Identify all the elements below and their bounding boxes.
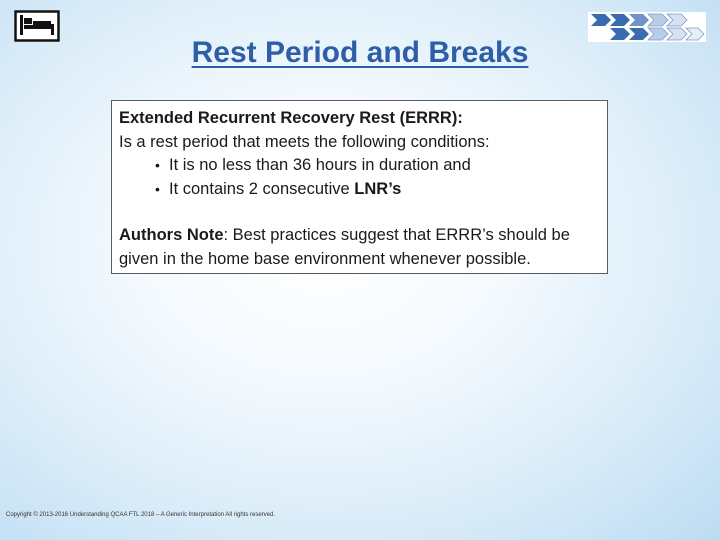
bullet-text: It contains 2 consecutive — [169, 179, 355, 198]
authors-note-line-2: given in the home base environment whenever possible. — [119, 249, 531, 268]
bullet-marker: • — [155, 157, 160, 173]
authors-note-label: Authors Note — [119, 226, 224, 244]
definition-intro: Is a rest period that meets the following conditions: — [119, 132, 490, 151]
authors-note-line-1 — [119, 224, 607, 248]
authors-note-text: : Best practices suggest that ERRR’s should be — [223, 226, 570, 244]
bullet-item — [119, 178, 607, 202]
bullet-text: It is no less than 36 hours in duration and — [169, 156, 471, 174]
bullet-item — [119, 154, 607, 178]
copyright-footer: Copyright © 2013-2016 Understanding QCAA FTL 2018 – A Generic Interpretation All rights reserved. — [6, 512, 276, 518]
bullet-bold-term: LNR’s — [354, 179, 402, 198]
definition-term: Extended Recurrent Recovery Rest (ERRR): — [119, 109, 463, 127]
content-box — [111, 100, 608, 274]
page-title: Rest Period and Breaks — [191, 36, 529, 69]
bullet-marker: • — [155, 180, 160, 197]
